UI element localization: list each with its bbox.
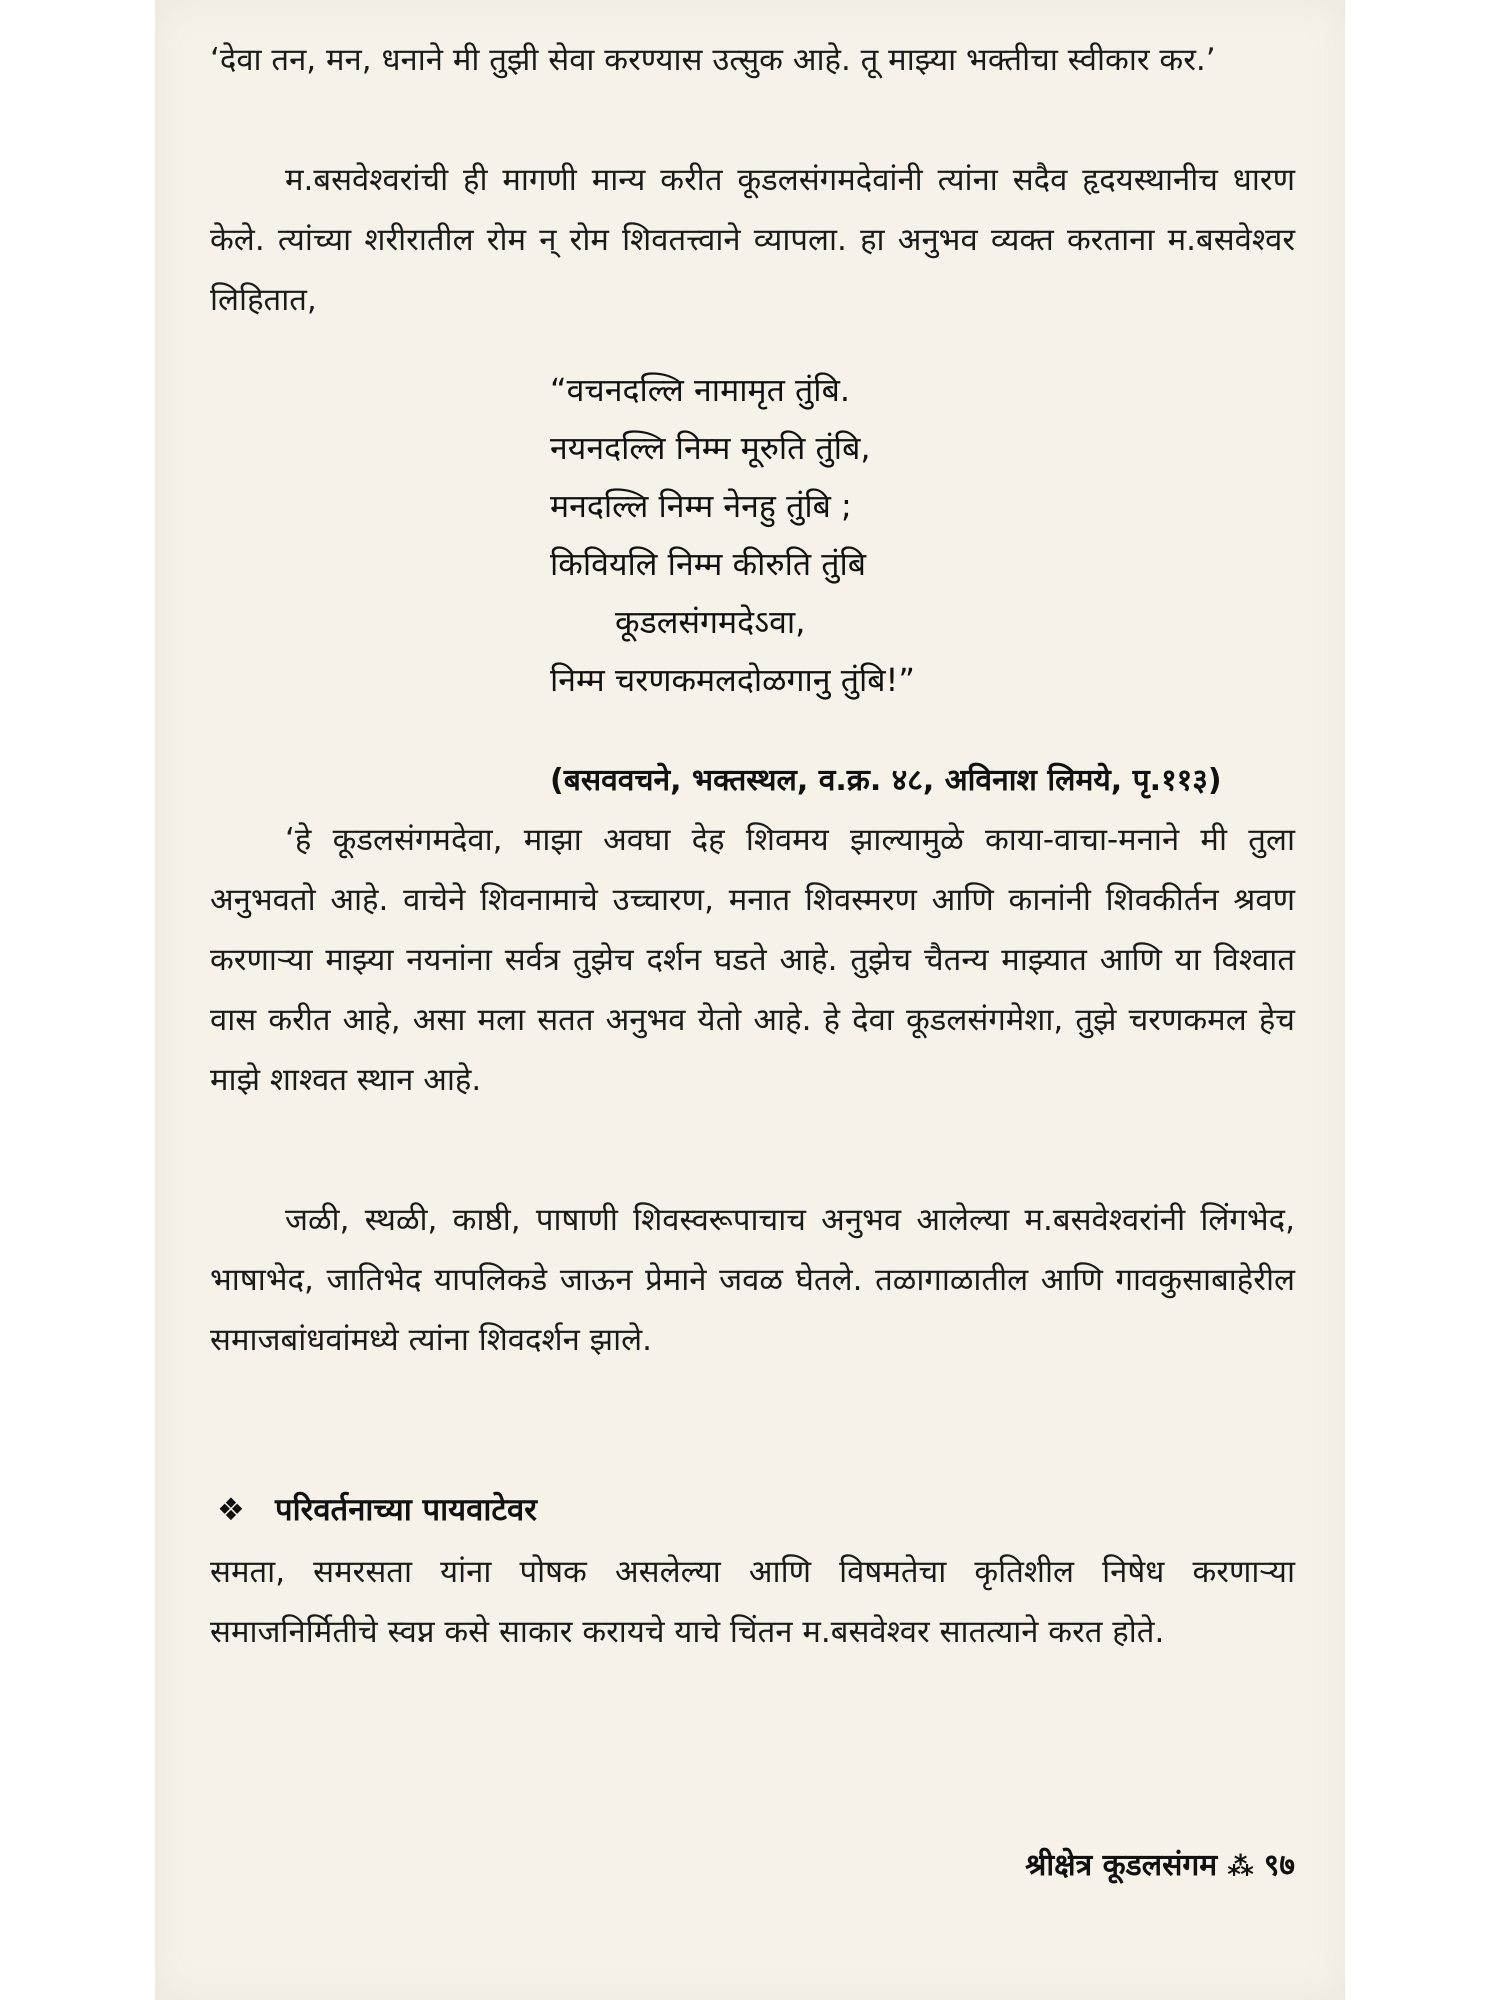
verse-line-1: “वचनदल्लि नामामृत तुंबि. [550, 371, 851, 409]
verse-line-3: मनदल्लि निम्म नेनहु तुंबि ; [550, 487, 852, 525]
paragraph-basaveshwar-request: म.बसवेश्वरांची ही मागणी मान्य करीत कूडलसंगमदेवांनी त्यांना सदैव हृदयस्थानीच धारण केले. त्यांच्या शरीरातील रोम न् रोम शिवतत्त्वाने व्यापला. हा अनुभव व्यक्त करताना म.बसवेश्वर लिहितात, [210, 162, 1295, 318]
section-heading-text: परिवर्तनाच्या पायवाटेवर [275, 1492, 537, 1528]
verse-line-4: किवियलि निम्म कीरुति तुंबि [550, 545, 867, 583]
paragraph-social-change: समता, समरसता यांना पोषक असलेल्या आणि विषमतेचा कृतिशील निषेध करणाऱ्या समाजनिर्मितीचे स्वप्न कसे साकार करायचे याचे चिंतन म.बसवेश्वर सातत्याने करत होते. [210, 1554, 1295, 1650]
paragraph-shivadarshan: जळी, स्थळी, काष्ठी, पाषाणी शिवस्वरूपाचाच अनुभव आलेल्या म.बसवेश्वरांनी लिंगभेद, भाषाभेद, जातिभेद यापलिकडे जाऊन प्रेमाने जवळ घेतले. तळागाळातील आणि गावकुसाबाहेरील समाजबांधवांमध्ये त्यांना शिवदर्शन झाले. [210, 1202, 1295, 1358]
ornament-separator-icon: ⁂ [1227, 1852, 1254, 1882]
footer-book-title: श्रीक्षेत्र कूडलसंगम [1025, 1848, 1218, 1883]
section-heading [217, 1488, 537, 1530]
book-page [155, 0, 1345, 2000]
verse-citation: (बसववचने, भक्तस्थल, व.क्र. ४८, अविनाश लिमये, पृ.११३) [550, 763, 1222, 798]
verse-line-2: नयनदल्लि निम्म मूरुति तुंबि, [550, 429, 871, 467]
diamond-bullet-icon: ❖ [217, 1492, 245, 1528]
paragraph-kudalasangama-explanation: ‘हे कूडलसंगमदेवा, माझा अवघा देह शिवमय झाल्यामुळे काया-वाचा-मनाने मी तुला अनुभवतो आहे. वाचेने शिवनामाचे उच्चारण, मनात शिवस्मरण आणि कानांनी शिवकीर्तन श्रवण करणाऱ्या माझ्या नयनांना सर्वत्र तुझेच दर्शन घडते आहे. तुझेच चैतन्य माझ्यात आणि या विश्वात वास करीत आहे, असा मला सतत अनुभव येतो आहे. हे देवा कूडलसंगमेशा, तुझे चरणकमल हेच माझे शाश्वत स्थान आहे. [210, 822, 1295, 1098]
page-footer [1025, 1843, 1295, 1884]
verse-line-5: कूडलसंगमदेऽवा, [615, 603, 806, 641]
page-number: ९७ [1263, 1848, 1295, 1883]
paragraph-devotion-quote: ‘देवा तन, मन, धनाने मी तुझी सेवा करण्यास उत्सुक आहे. तू माझ्या भक्तीचा स्वीकार कर.’ [210, 42, 1216, 78]
verse-line-6: निम्म चरणकमलदोळगानु तुंबि!” [550, 661, 915, 699]
